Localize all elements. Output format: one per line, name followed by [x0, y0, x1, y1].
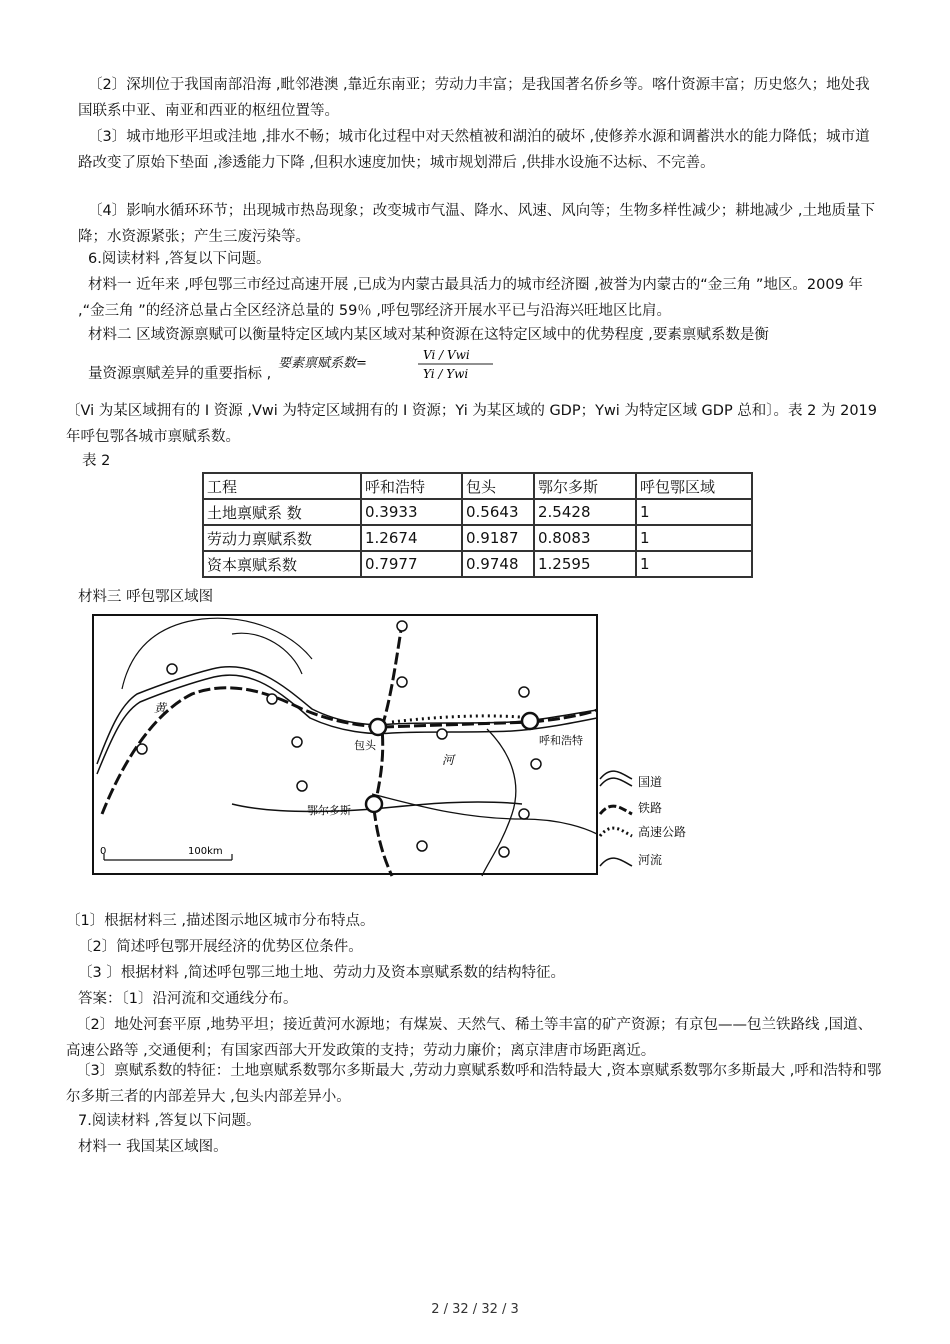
question-6-2: 〔2〕简述呼包鄂开展经济的优势区位条件。	[78, 939, 363, 955]
answer-6-1: 答案：〔1〕沿河流和交通线分布。	[78, 991, 298, 1007]
town-marker	[397, 621, 407, 631]
town-marker	[417, 841, 427, 851]
region-map	[92, 614, 702, 884]
table-cell: 0.8083	[534, 525, 636, 551]
material-2-line-2: 量资源禀赋差异的重要指标 ,	[88, 366, 272, 382]
table-cell: 2.5428	[534, 499, 636, 525]
town-marker	[292, 737, 302, 747]
town-marker	[531, 759, 541, 769]
table-header-row	[203, 473, 752, 499]
table-row	[203, 551, 752, 577]
formula-denominator: Yi / Ywi	[423, 367, 469, 381]
answer-6-2: 〔2〕地处河套平原 ,地势平坦；接近黄河水源地；有煤炭、天然气、稀土等丰富的矿产资源；有京包——包兰铁路线 ,国道、高速公路等 ,交通便利；有国家西部大开发政策的支持；劳动力廉价；离京津唐市场距离近。	[66, 1017, 873, 1059]
table-header-cell: 呼和浩特	[361, 473, 462, 499]
town-marker	[297, 781, 307, 791]
scale-zero: 0	[100, 846, 107, 857]
material-2-note: 〔Vi 为某区域拥有的 I 资源 ,Vwi 为特定区域拥有的 I 资源；Yi 为某区域的 GDP；Ywi 为特定区域 GDP 总和〕。表 2 为 2019 年呼包鄂各城市禀赋系数。	[66, 403, 878, 445]
town-marker	[519, 687, 529, 697]
answer-2-paragraph: 〔2〕深圳位于我国南部沿海 ,毗邻港澳 ,靠近东南亚；劳动力丰富；是我国著名侨乡等。喀什资源丰富；历史悠久；地处我国联系中亚、南亚和西亚的枢纽位置等。	[78, 77, 870, 119]
table-cell: 1.2595	[534, 551, 636, 577]
table-cell: 1.2674	[361, 525, 462, 551]
legend-expressway-symbol	[600, 828, 632, 836]
page-footer: 2 / 32 / 32 / 3	[431, 1302, 519, 1317]
formula-graphic	[278, 345, 498, 385]
formula-numerator: Vi / Vwi	[423, 348, 470, 362]
label-he: 河	[442, 753, 455, 767]
material-3-caption: 材料三 呼包鄂区域图	[78, 589, 214, 605]
table-cell: 0.5643	[462, 499, 534, 525]
table-header-cell: 工程	[203, 473, 361, 499]
label-hohhot: 呼和浩特	[539, 734, 583, 747]
label-baotou: 包头	[354, 739, 376, 752]
endowment-table	[202, 472, 753, 578]
table-cell: 土地禀赋系 数	[203, 499, 361, 525]
formula-label: 要素禀赋系数=	[278, 356, 367, 371]
label-ordos: 鄂尔多斯	[307, 804, 351, 817]
question-6-1: 〔1〕根据材料三 ,描述图示地区城市分布特点。	[66, 913, 375, 929]
legend-railway: 铁路	[638, 801, 663, 815]
scale-km: 100km	[188, 846, 223, 857]
table-cell: 0.7977	[361, 551, 462, 577]
answer-6-3: 〔3〕禀赋系数的特征：土地禀赋系数鄂尔多斯最大 ,劳动力禀赋系数呼和浩特最大 ,资本禀赋系数鄂尔多斯最大 ,呼和浩特和鄂尔多斯三者的内部差异大 ,包头内部差异小。	[66, 1063, 882, 1105]
town-marker	[519, 809, 529, 819]
table-caption: 表 2	[82, 453, 111, 469]
region-map-graphic	[92, 614, 702, 880]
legend-expressway: 高速公路	[638, 825, 687, 839]
legend-river-symbol	[600, 858, 632, 866]
table-cell: 1	[636, 499, 752, 525]
table-header-cell: 呼包鄂区域	[636, 473, 752, 499]
town-marker	[267, 694, 277, 704]
table-row	[203, 499, 752, 525]
town-marker	[397, 677, 407, 687]
material-7-1: 材料一 我国某区域图。	[78, 1139, 228, 1155]
legend-railway-symbol	[600, 806, 632, 814]
material-1-paragraph: 材料一 近年来 ,呼包鄂三市经过高速开展 ,已成为内蒙古最具活力的城市经济圈 ,被誉为内蒙古的“金三角 ”地区。2009 年 ,“金三角 ”的经济总量占全区经济总量的 59％ ,呼包鄂经济开展水平已与沿海兴旺地区比肩。	[78, 277, 863, 319]
city-ordos	[366, 796, 382, 812]
question-6-heading: 6.阅读材料 ,答复以下问题。	[88, 251, 271, 267]
table-header-cell: 鄂尔多斯	[534, 473, 636, 499]
legend-river: 河流	[638, 853, 663, 867]
legend-national-road: 国道	[638, 775, 663, 789]
material-2-paragraph: 材料二 区域资源禀赋可以衡量特定区域内某区域对某种资源在这特定区域中的优势程度 ,要素禀赋系数是衡	[88, 327, 769, 343]
table-cell: 0.3933	[361, 499, 462, 525]
town-marker	[499, 847, 509, 857]
table-cell: 资本禀赋系数	[203, 551, 361, 577]
endowment-formula	[278, 345, 498, 388]
city-baotou	[370, 719, 386, 735]
town-marker	[137, 744, 147, 754]
table-cell: 1	[636, 551, 752, 577]
table-cell: 1	[636, 525, 752, 551]
table-cell: 0.9748	[462, 551, 534, 577]
map-frame	[93, 615, 597, 874]
label-huang: 黄	[154, 701, 167, 715]
question-6-3: 〔3 〕根据材料 ,简述呼包鄂三地土地、劳动力及资本禀赋系数的结构特征。	[78, 965, 566, 981]
table-row	[203, 525, 752, 551]
town-marker	[167, 664, 177, 674]
city-hohhot	[522, 713, 538, 729]
table-cell: 劳动力禀赋系数	[203, 525, 361, 551]
table-cell: 0.9187	[462, 525, 534, 551]
question-7-heading: 7.阅读材料 ,答复以下问题。	[78, 1113, 261, 1129]
answer-4-paragraph: 〔4〕影响水循环环节；出现城市热岛现象；改变城市气温、降水、风速、风向等；生物多样性减少；耕地减少 ,土地质量下降；水资源紧张；产生三废污染等。	[78, 203, 875, 245]
town-marker	[437, 729, 447, 739]
answer-3-paragraph: 〔3〕城市地形平坦或洼地 ,排水不畅；城市化过程中对天然植被和湖泊的破坏 ,使修养水源和调蓄洪水的能力降低；城市道路改变了原始下垫面 ,渗透能力下降 ,但积水速度加快；城市规划滞后 ,供排水设施不达标、不完善。	[78, 129, 870, 171]
table-header-cell: 包头	[462, 473, 534, 499]
